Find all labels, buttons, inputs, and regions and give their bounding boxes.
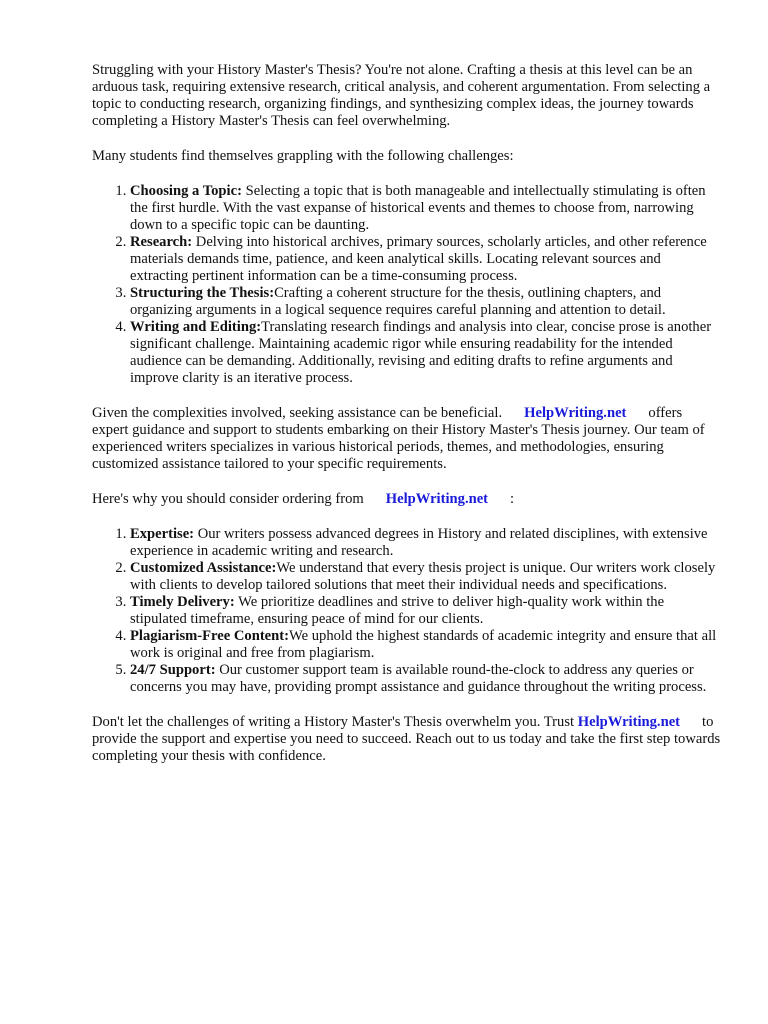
list-item-text: We understand that every thesis project is unique. Our writers work closely with clients to develop tailored solutions that meet their individual needs and specifications. (130, 560, 716, 593)
assistance-text-after: offers expert guidance and support to students embarking on their History Master's Thesis journey. Our team of experienced writers specializes in various historical periods, themes, and methodologies, ensuring customized assistance tailored to your specific requirements. (92, 405, 705, 472)
list-item-text: We prioritize deadlines and strive to deliver high-quality work within the stipulated timeframe, ensuring peace of mind for our clients. (130, 594, 665, 627)
list-item-term: Structuring the Thesis: (130, 285, 275, 301)
reasons-lead-colon: : (510, 491, 515, 507)
list-item-text: Delving into historical archives, primary sources, scholarly articles, and other reference materials demands time, patience, and keen analytical skills. Locating relevant sources and extracting pertinent information can be a time-consuming process. (130, 234, 707, 284)
document-page (92, 62, 722, 783)
list-item (130, 285, 722, 319)
closing-paragraph (92, 714, 722, 765)
list-item (130, 560, 722, 594)
list-item-text: Our customer support team is available round-the-clock to address any queries or concerns you may have, providing prompt assistance and guidance throughout the writing process. (130, 662, 707, 695)
closing-text-after: to provide the support and expertise you need to succeed. Reach out to us today and take the first step towards completing your thesis with confidence. (92, 714, 721, 764)
list-item-text: Crafting a coherent structure for the thesis, outlining chapters, and organizing arguments in a logical sequence requires careful planning and attention to detail. (130, 285, 666, 318)
list-item-text: We uphold the highest standards of academic integrity and ensure that all work is original and free from plagiarism. (130, 628, 717, 661)
intro-paragraph: Struggling with your History Master's Thesis? You're not alone. Crafting a thesis at this level can be an arduous task, requiring extensive research, critical analysis, and coherent argumentation. From selecting a topic to conducting research, organizing findings, and synthesizing complex ideas, the journey towards completing a History Master's Thesis can feel overwhelming. (92, 62, 711, 129)
assistance-text-before: Given the complexities involved, seeking assistance can be beneficial. (92, 405, 503, 421)
helpwriting-link[interactable]: HelpWriting.net (577, 714, 681, 730)
list-item-term: Timely Delivery: (130, 594, 235, 610)
reasons-list (92, 526, 722, 696)
reasons-lead (92, 491, 722, 508)
list-item (130, 594, 722, 628)
list-item-term: Writing and Editing: (130, 319, 262, 335)
list-item (130, 526, 722, 560)
list-item-term: Research: (130, 234, 193, 250)
challenges-lead: Many students find themselves grappling with the following challenges: (92, 148, 514, 164)
list-item-term: Expertise: (130, 526, 195, 542)
list-item-term: Choosing a Topic: (130, 183, 242, 199)
list-item-term: Plagiarism-Free Content: (130, 628, 289, 644)
list-item-term: Customized Assistance: (130, 560, 277, 576)
list-item-text: Translating research findings and analysis into clear, concise prose is another significant challenge. Maintaining academic rigor while ensuring readability for the intended audience can be demanding. Additionally, revising and editing drafts to refine arguments and improve clarity is an iterative process. (130, 319, 712, 386)
list-item (130, 234, 722, 285)
list-item-text: Selecting a topic that is both manageable and intellectually stimulating is often the first hurdle. With the vast expanse of historical events and themes to choose from, narrowing down to a specific topic can be daunting. (130, 183, 706, 233)
list-item (130, 319, 722, 387)
closing-text-before: Don't let the challenges of writing a History Master's Thesis overwhelm you. Trust (92, 714, 575, 730)
assistance-paragraph (92, 405, 722, 473)
helpwriting-link[interactable]: HelpWriting.net (524, 405, 627, 421)
list-item (130, 662, 722, 696)
helpwriting-link[interactable]: HelpWriting.net (385, 491, 489, 507)
list-item-text: Our writers possess advanced degrees in History and related disciplines, with extensive experience in academic writing and research. (130, 526, 708, 559)
list-item-term: 24/7 Support: (130, 662, 216, 678)
list-item (130, 628, 722, 662)
reasons-lead-text: Here's why you should consider ordering from (92, 491, 364, 507)
challenges-list (92, 183, 722, 387)
list-item (130, 183, 722, 234)
